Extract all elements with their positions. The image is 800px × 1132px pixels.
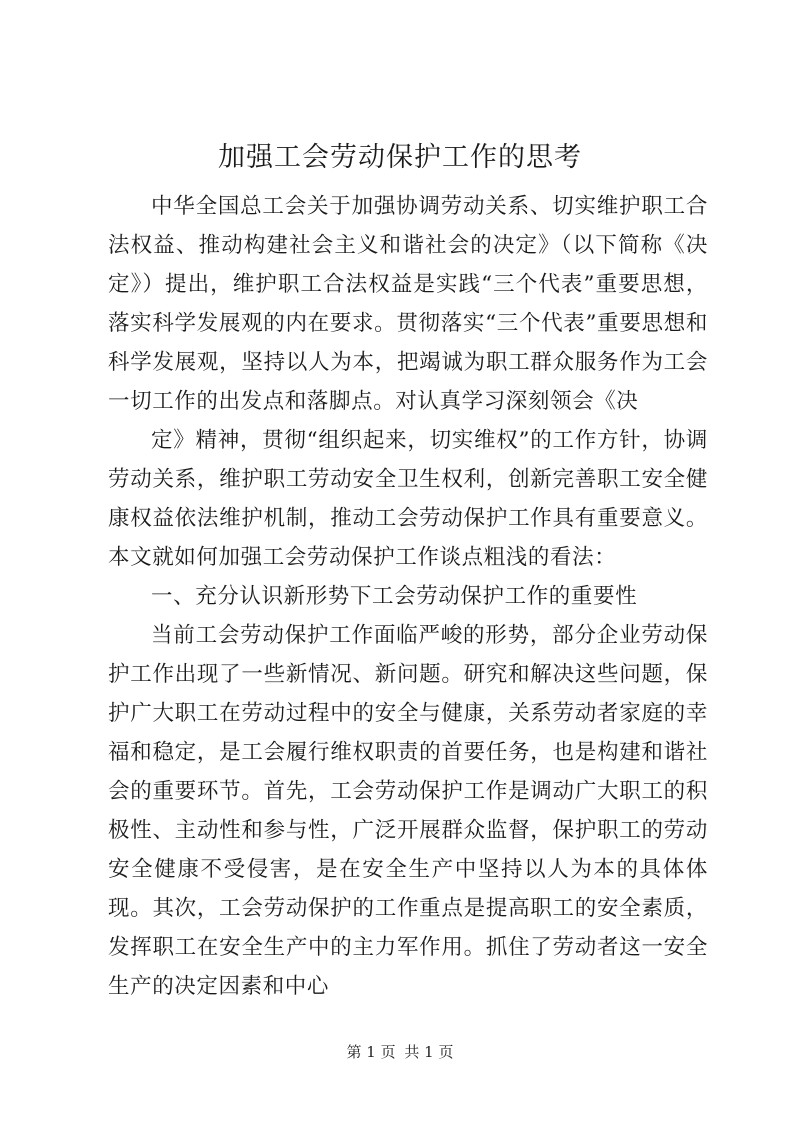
section-heading-1: 一、充分认识新形势下工会劳动保护工作的重要性 xyxy=(151,584,638,609)
paragraph-intro: 中华全国总工会关于加强协调劳动关系、切实维护职工合法权益、推动构建社会主义和谐社会的决定》（以下简称《决定》）提出，维护职工合法权益是实践“三个代表”重要思想，落实科学发展观的内在要求。贯彻落实“三个代表”重要思想和科学发展观，坚持以人为本，把竭诚为职工群众服务作为工会一切工作的出发点和落脚点。对认真学习深刻领会《决 xyxy=(108,194,708,414)
document-title: 加强工会劳动保护工作的思考 xyxy=(218,142,582,173)
document-body xyxy=(108,187,708,1006)
page-footer xyxy=(0,1042,800,1062)
paragraph-section-1: 当前工会劳动保护工作面临严峻的形势，部分企业劳动保护工作出现了一些新情况、新问题。研究和解决这些问题，保护广大职工在劳动过程中的安全与健康，关系劳动者家庭的幸福和稳定，是工会履行维权职责的首要任务，也是构建和谐社会的重要环节。首先，工会劳动保护工作是调动广大职工的积极性、主动性和参与性，广泛开展群众监督，保护职工的劳动安全健康不受侵害，是在安全生产中坚持以人为本的具体体现。其次，工会劳动保护的工作重点是提高职工的安全素质，发挥职工在安全生产中的主力军作用。抓住了劳动者这一安全生产的决定因素和中心 xyxy=(108,623,708,999)
paragraph-continuation: 定》精神，贯彻“组织起来，切实维权”的工作方针，协调劳动关系，维护职工劳动安全卫生权利，创新完善职工安全健康权益依法维护机制，推动工会劳动保护工作具有重要意义。本文就如何加强工会劳动保护工作谈点粗浅的看法： xyxy=(108,428,708,570)
page-total: 共 1 页 xyxy=(404,1043,454,1061)
page-number: 第 1 页 xyxy=(346,1043,396,1061)
